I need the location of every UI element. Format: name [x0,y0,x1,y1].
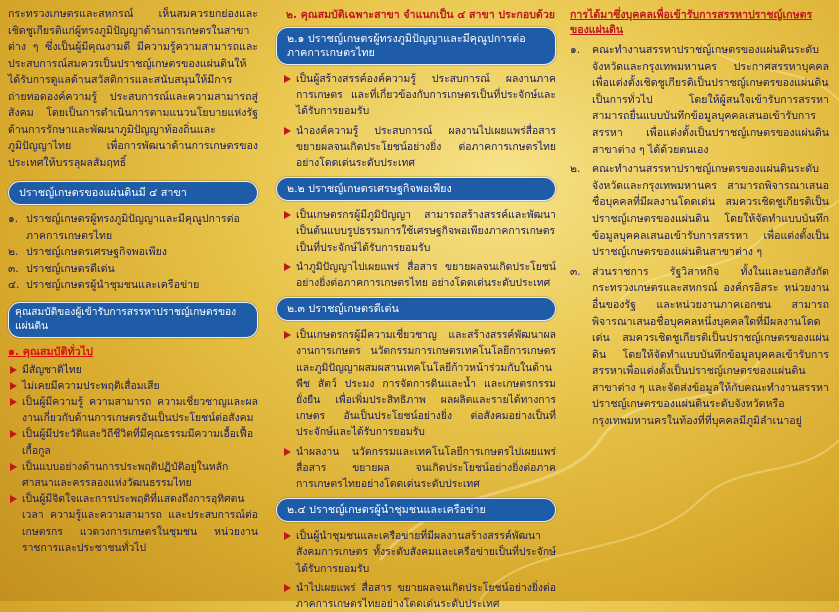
list-item: เป็นผู้นำชุมชนและเครือข่ายที่มีผลงานสร้างสรรค์พัฒนาสังคมการเกษตร ทั้งระดับสังคมและเครือข่ายเป็นที่ประจักษ์ได้รับการยอมรับ [282,528,556,577]
list-item: เป็นผู้สร้างสรรค์องค์ความรู้ ประสบการณ์ ผลงานภาคการเกษตร และที่เกี่ยวข้องกับการเกษตรเป็นที่ประจักษ์และได้รับการยอมรับ [282,71,556,120]
list-item: ๑. ปราชญ์เกษตรผู้ทรงภูมิปัญญาและมีคุณูปการต่อภาคการเกษตรไทย [8,213,240,242]
list-item: เป็นแบบอย่างด้านการประพฤติปฏิบัติอยู่ในหลักศาสนาและครรลองแห่งวัฒนธรรมไทย [8,459,258,491]
bullet-icon [284,448,291,456]
bullet-icon [10,366,17,374]
list-item: นำองค์ความรู้ ประสบการณ์ ผลงานไปเผยแพร่สื่อสาร ขยายผลจนเกิดประโยชน์อย่างยิ่ง ต่อภาคการเกษตรไทยอย่างโดดเด่นระดับประเทศ [282,123,556,172]
general-qualifications-list [8,362,258,556]
bullet-icon [284,331,291,339]
list-item: เป็นผู้มีจิตใจและการประพฤติที่แสดงถึงการอุทิศตนเวลา ความรู้และความสามารถ และประสบการณ์ต่อเกษตรกร แวดวงการเกษตรในชุมชน หน่วยงานราชการและประชาชนทั่วไป [8,491,258,556]
section-2-3-heading: ๒.๓ ปราชญ์เกษตรดีเด่น [276,297,556,321]
list-item: นำภูมิปัญญาไปเผยแพร่ สื่อสาร ขยายผลจนเกิดประโยชน์อย่างยิ่งต่อภาคการเกษตรไทย อย่างโดดเด่นระดับประเทศ [282,259,556,291]
bullet-icon [284,584,291,592]
section-2-2-list [276,207,556,291]
bullet-icon [10,398,17,406]
list-item: เป็นเกษตรกรผู้มีความเชี่ยวชาญ และสร้างสรรค์พัฒนาผลงานการเกษตร นวัตกรรมการเกษตรเทคโนโลยีการเกษตร และภูมิปัญญาผสมผสานเทคโนโลยีก้าวหน้าร่วมกับในด้านพืช สัตว์ ประมง การจัดการดินและน้ำ และเกษตรกรรมยั่งยืน เพื่อเพิ่มประสิทธิภาพ ผลผลิตและรายได้ทางการเกษตร อันเป็นประโยชน์อย่างยิ่ง ต่อสังคมอย่างเป็นที่ประจักษ์และได้รับการยอมรับ [282,327,556,440]
bullet-icon [10,495,17,503]
list-item: ๓. ปราชญ์เกษตรดีเด่น [8,262,115,275]
list-item: นำไปเผยแพร่ สื่อสาร ขยายผลจนเกิดประโยชน์อย่างยิ่งต่อภาคการเกษตรไทยอย่างโดดเด่นระดับประเทศ [282,580,556,612]
section-2-2-heading: ๒.๒ ปราชญ์เกษตรเศรษฐกิจพอเพียง [276,177,556,201]
left-column [0,0,270,601]
bullet-icon [284,211,291,219]
list-item: ไม่เคยมีความประพฤติเสื่อมเสีย [8,378,258,394]
selection-process-heading: การได้มาซึ่งบุคคลเพื่อเข้ารับการสรรหาปราชญ์เกษตรของแผ่นดิน [570,9,813,36]
branches-list [8,211,258,294]
list-item: ๔. ปราชญ์เกษตรผู้นำชุมชนและเครือข่าย [8,279,200,291]
bullet-icon [284,532,291,540]
middle-column [272,0,562,611]
bullet-icon [10,463,17,471]
list-item: นำผลงาน นวัตกรรมและเทคโนโลยีการเกษตรไปเผยแพร่ สื่อสาร ขยายผล จนเกิดประโยชน์อย่างยิ่งต่อภาคการเกษตรไทยอย่างโดดเด่นระดับประเทศ [282,444,556,493]
branches-heading: ปราชญ์เกษตรของแผ่นดินมี ๔ สาขา [8,181,258,205]
bullet-icon [10,430,17,438]
intro-paragraph: กระทรวงเกษตรและสหกรณ์ เห็นสมควรยกย่องและเชิดชูเกียรติแก่ผู้ทรงภูมิปัญญาด้านการเกษตรในสาขาต่าง ๆ ซึ่งเป็นผู้มีคุณงามดี มีความรู้ความสามารถและประสบการณ์สมควรเป็นปราชญ์เกษตรของแผ่นดินให้ได้รับการดูแลด้านสวัสดิการและสนับสนุนให้มีการถ่ายทอดองค์ความรู้ ประสบการณ์และความสามารถสู่สังคม โดยเป็นการดำเนินการตามแนวนโยบายแห่งรัฐด้านการรักษาและพัฒนาภูมิปัญญาท้องถิ่นและภูมิปัญญาไทย เพื่อการพัฒนาด้านการเกษตรของประเทศให้บรรลุผลสัมฤทธิ์ [8,8,258,169]
specific-qualifications-heading: ๒. คุณสมบัติเฉพาะสาขา จำแนกเป็น ๔ สาขา ประกอบด้วย [286,9,555,21]
qualifications-heading: คุณสมบัติของผู้เข้ารับการสรรหาปราชญ์เกษตรของแผ่นดิน [8,302,258,338]
bullet-icon [284,263,291,271]
right-column [566,0,839,601]
section-2-4-list [276,528,556,612]
section-2-4-heading: ๒.๔ ปราชญ์เกษตรผู้นำชุมชนและเครือข่าย [276,498,556,522]
section-2-3-list [276,327,556,492]
bullet-icon [284,75,291,83]
list-item: เป็นเกษตรกรผู้มีภูมิปัญญา สามารถสร้างสรรค์และพัฒนาเป็นต้นแบบรูปธรรมการใช้เศรษฐกิจพอเพียงภาคการเกษตร เป็นที่ประจักษ์ได้รับการยอมรับ [282,207,556,256]
list-item: เป็นผู้มีประวัติและวิถีชีวิตที่มีคุณธรรมมีความเอื้อเฟื้อเกื้อกูล [8,426,258,458]
list-item: ๒. ปราชญ์เกษตรเศรษฐกิจพอเพียง [8,246,167,258]
process-item: ๓. ส่วนราชการ รัฐวิสาหกิจ ทั้งในและนอกสังกัดกระทรวงเกษตรและสหกรณ์ องค์กรอิสระ หน่วยงานอื่นของรัฐ และหน่วยงานภาคเอกชน สามารถพิจารณาเสนอชื่อบุคคลหนึ่งบุคคลใดที่มีผลงานโดดเด่น สมควรเชิดชูเกียรติเป็นปราชญ์เกษตรของแผ่นดิน โดยให้จัดทำแบบบันทึกข้อมูลบุคคลเข้ารับการสรรหาเพื่อแต่งตั้งเป็นปราชญ์เกษตรของแผ่นดินสาขาต่าง ๆ และจัดส่งข้อมูลให้กับคณะทำงานสรรหาปราชญ์เกษตรของแผ่นดินระดับจังหวัดหรือกรุงเทพมหานครในท้องที่ที่บุคคลมีภูมิลำเนาอยู่ [570,265,829,428]
list-item: มีสัญชาติไทย [8,362,258,378]
section-2-1-list [276,71,556,171]
bullet-icon [284,127,291,135]
section-2-1-heading: ๒.๑ ปราชญ์เกษตรผู้ทรงภูมิปัญญาและมีคุณูปการต่อภาคการเกษตรไทย [276,27,556,65]
general-qualifications-heading: ๑. คุณสมบัติทั่วไป [8,344,93,358]
bullet-icon [10,382,17,390]
list-item: เป็นผู้มีความรู้ ความสามารถ ความเชี่ยวชาญและผลงานเกี่ยวกับด้านการเกษตรอันเป็นประโยชน์ต่อสังคม [8,394,258,426]
process-item: ๒. คณะทำงานสรรหาปราชญ์เกษตรของแผ่นดินระดับจังหวัดและกรุงเทพมหานคร สามารถพิจารณาเสนอชื่อบุคคลที่มีผลงานโดดเด่น สมควรเชิดชูเกียรติเป็นปราชญ์เกษตรของแผ่นดิน โดยให้จัดทำแบบบันทึกข้อมูลบุคคลเสนอเข้ารับการสรรหา เพื่อแต่งตั้งเป็นปราชญ์เกษตรของแผ่นดินสาขาต่าง ๆ [570,163,829,259]
process-item: ๑. คณะทำงานสรรหาปราชญ์เกษตรของแผ่นดินระดับจังหวัดและกรุงเทพมหานคร ประกาศสรรหาบุคคลเพื่อแต่งตั้งเชิดชูเกียรติเป็นปราชญ์เกษตรของแผ่นดินเป็นการทั่วไป โดยให้ผู้สนใจเข้ารับการสรรหาสามารถยื่นแบบบันทึกข้อมูลบุคคลเสนอเข้ารับการสรรหา เพื่อแต่งตั้งเป็นปราชญ์เกษตรของแผ่นดินสาขาต่าง ๆ ได้ด้วยตนเอง [570,44,829,156]
